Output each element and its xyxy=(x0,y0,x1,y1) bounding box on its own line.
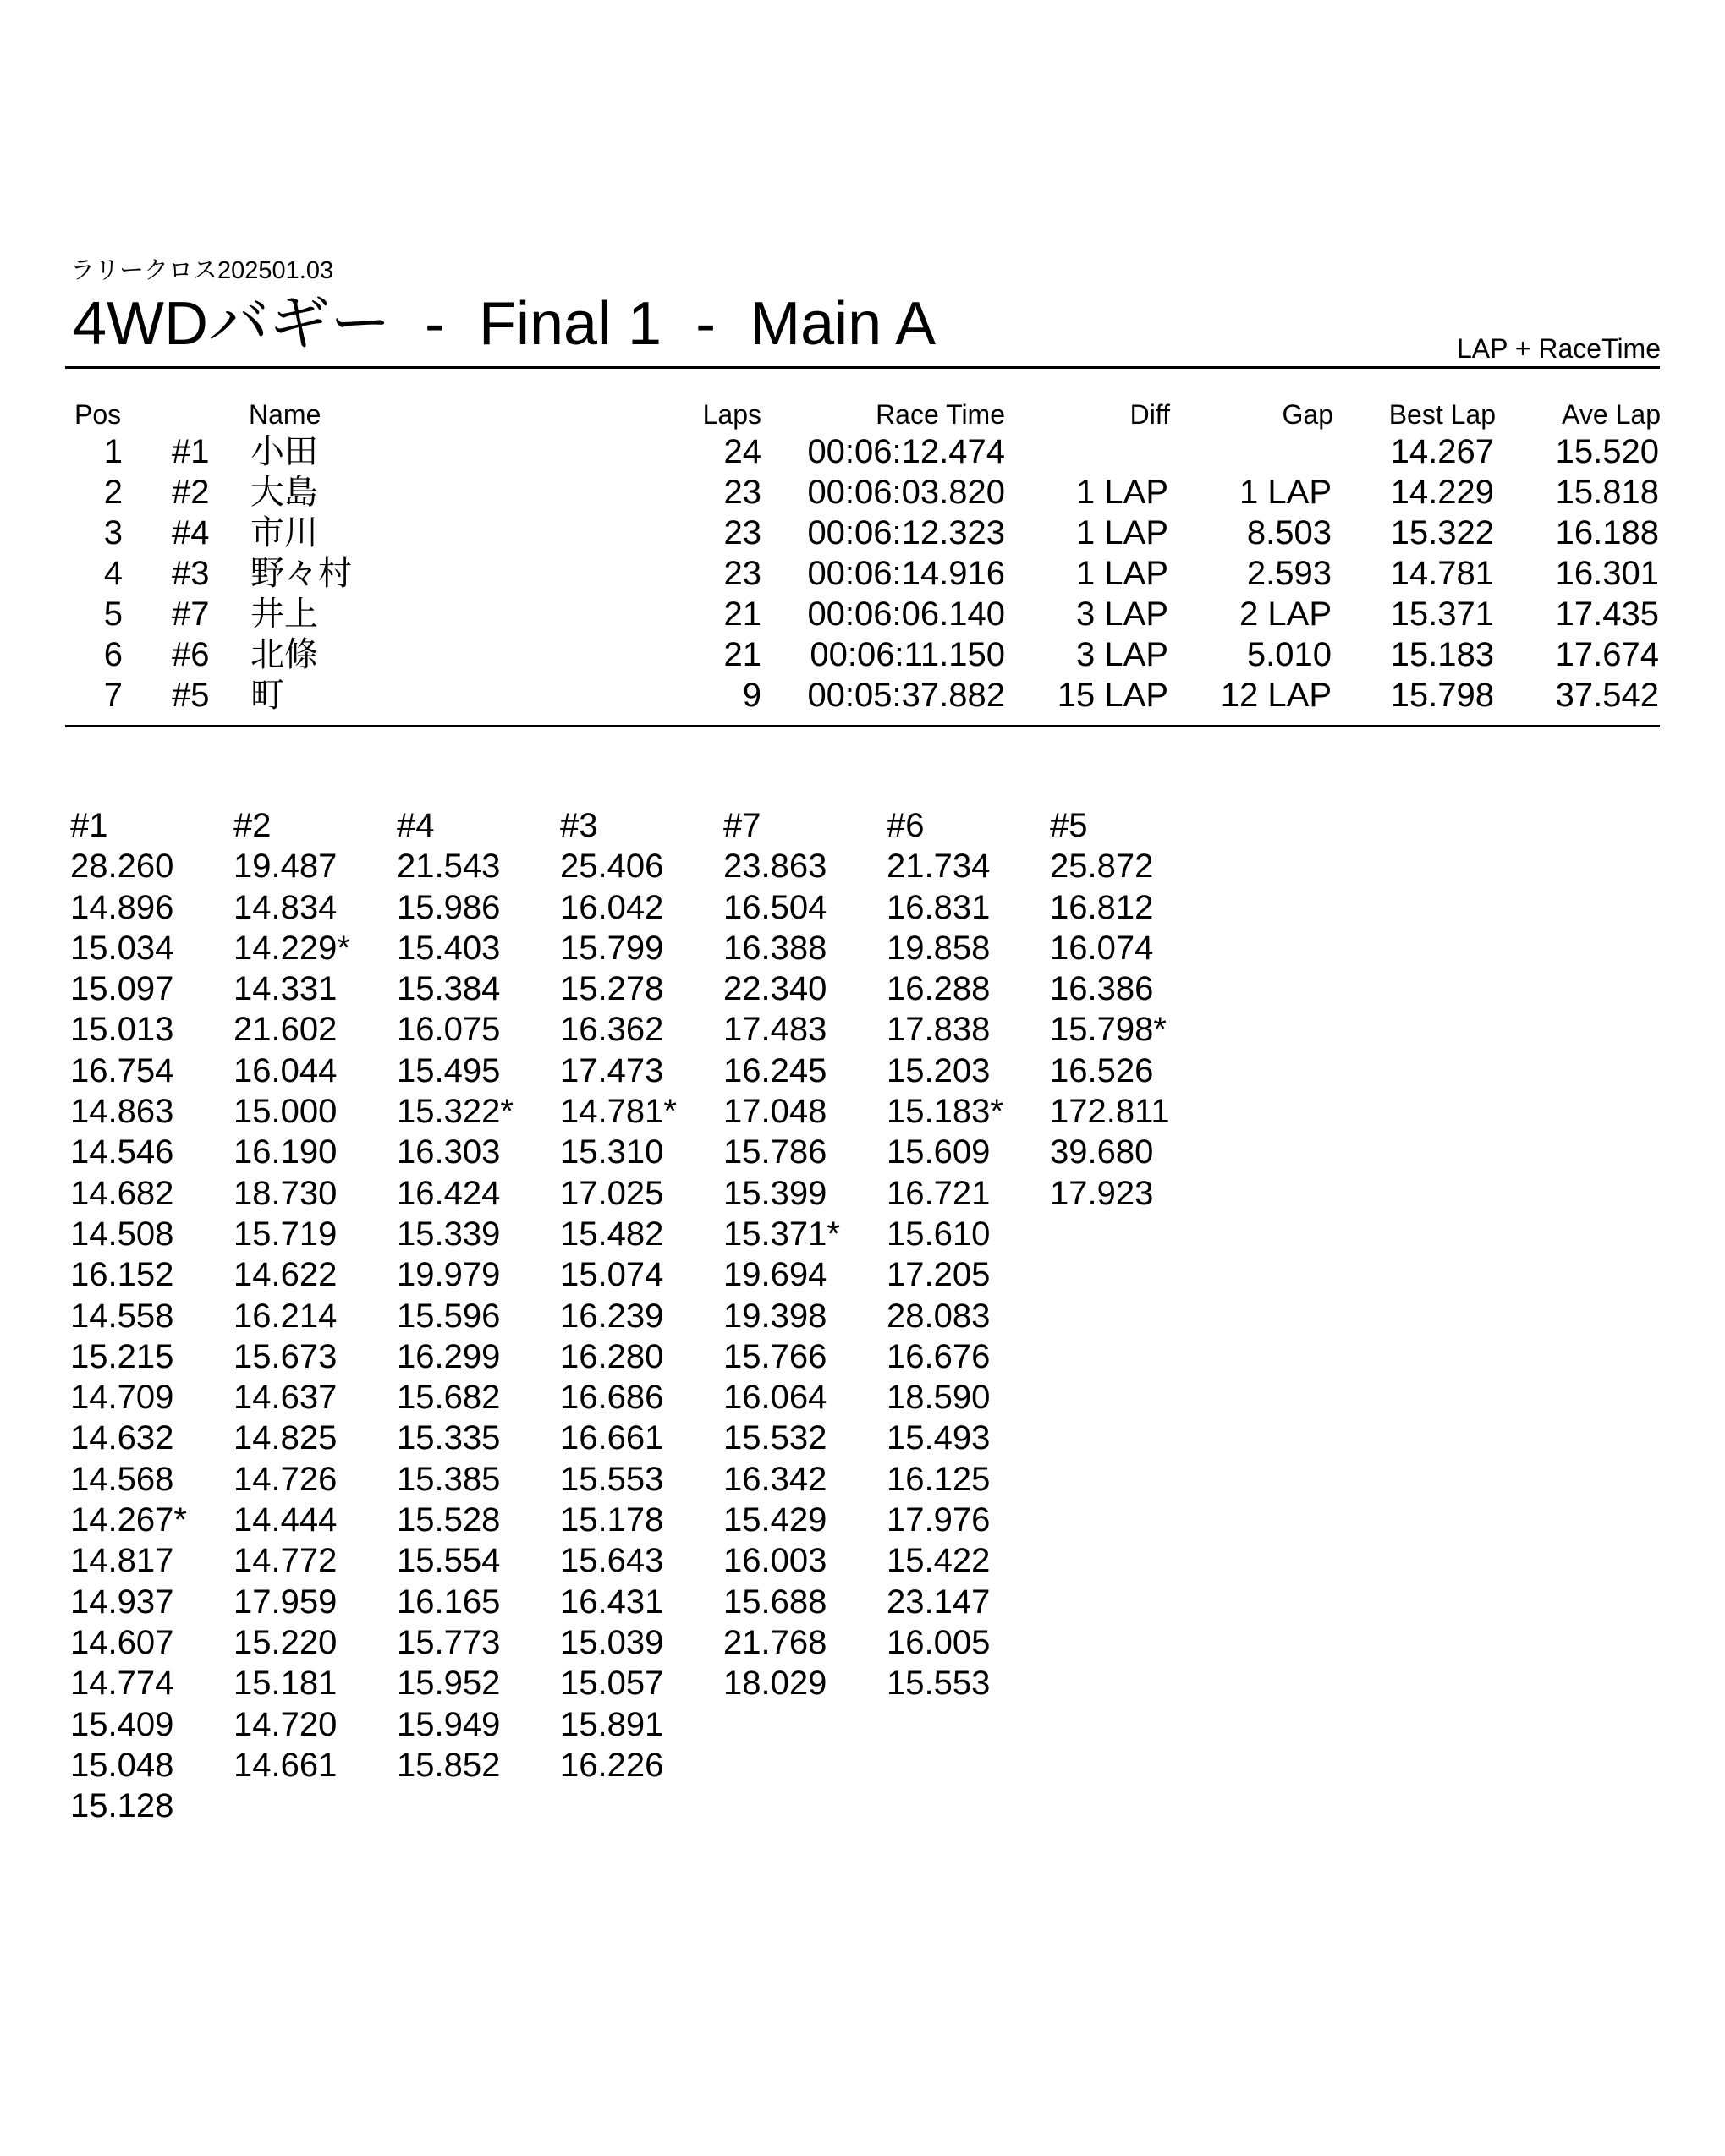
result-diff: 3 LAP xyxy=(1076,636,1168,673)
lap-time: 16.362 xyxy=(560,1011,664,1049)
lap-time: 15.786 xyxy=(723,1133,827,1171)
lap-time: 15.553 xyxy=(887,1665,991,1703)
lap-time: 172.811 xyxy=(1050,1093,1170,1131)
lap-time: 15.673 xyxy=(233,1337,338,1375)
lap-time: 18.029 xyxy=(723,1665,827,1703)
column-header-name: Name xyxy=(249,399,321,430)
lap-time: 16.812 xyxy=(1050,888,1154,926)
result-diff: 1 LAP xyxy=(1076,474,1168,511)
lap-time: 16.342 xyxy=(723,1460,827,1498)
lap-time: 15.532 xyxy=(723,1419,827,1457)
lap-time: 17.048 xyxy=(723,1093,827,1131)
lap-time: 15.203 xyxy=(887,1051,991,1089)
result-driver-name: 野々村 xyxy=(250,555,352,592)
lap-time: 16.299 xyxy=(397,1337,501,1375)
lap-time: 16.431 xyxy=(560,1583,664,1621)
lap-time: 15.097 xyxy=(70,970,174,1008)
lap-time: 21.543 xyxy=(397,848,501,886)
lap-time: 16.075 xyxy=(397,1011,501,1049)
lap-column-car-number: #1 xyxy=(70,807,108,844)
result-driver-name: 小田 xyxy=(250,433,318,470)
column-header-gap: Gap xyxy=(1282,399,1333,430)
result-car-number: #2 xyxy=(172,474,210,511)
result-best-lap: 14.229 xyxy=(1390,474,1494,511)
lap-time: 15.688 xyxy=(723,1583,827,1621)
lap-time: 16.288 xyxy=(887,970,991,1008)
lap-column-car-number: #3 xyxy=(560,807,598,844)
page-title: 4WDバギー - Final 1 - Main A xyxy=(73,290,937,358)
result-best-lap: 15.371 xyxy=(1390,595,1494,633)
lap-time: 15.596 xyxy=(397,1297,501,1335)
result-laps: 21 xyxy=(723,595,761,633)
lap-time: 15.178 xyxy=(560,1501,664,1539)
header-divider xyxy=(65,366,1660,369)
results-table-body xyxy=(0,431,1725,716)
lap-time: 19.487 xyxy=(233,848,338,886)
lap-time: 16.754 xyxy=(70,1051,174,1089)
lap-column xyxy=(723,805,840,1704)
lap-time: 18.730 xyxy=(233,1174,338,1212)
lap-time: 15.039 xyxy=(560,1623,664,1661)
column-header-race-time: Race Time xyxy=(876,399,1005,430)
result-pos: 1 xyxy=(103,433,123,470)
lap-time: 15.643 xyxy=(560,1542,664,1580)
lap-time: 15.384 xyxy=(397,970,501,1008)
result-gap: 2.593 xyxy=(1246,555,1332,592)
lap-time: 17.923 xyxy=(1050,1174,1154,1212)
results-table-header xyxy=(0,394,1725,435)
result-laps: 23 xyxy=(723,555,761,592)
lap-time: 15.719 xyxy=(233,1215,338,1253)
result-gap: 12 LAP xyxy=(1220,677,1332,714)
lap-time: 16.280 xyxy=(560,1337,664,1375)
lap-time: 15.048 xyxy=(70,1746,174,1784)
result-laps: 24 xyxy=(723,433,761,470)
lap-column-car-number: #7 xyxy=(723,807,761,844)
lap-time: 14.772 xyxy=(233,1542,338,1580)
lap-time: 15.409 xyxy=(70,1705,174,1743)
result-diff: 1 LAP xyxy=(1076,555,1168,592)
lap-time: 15.852 xyxy=(397,1746,501,1784)
result-gap: 1 LAP xyxy=(1239,474,1332,511)
result-best-lap: 14.267 xyxy=(1390,433,1494,470)
lap-time: 14.546 xyxy=(70,1133,174,1171)
lap-time: 14.774 xyxy=(70,1665,174,1703)
lap-time: 14.726 xyxy=(233,1460,338,1498)
lap-time: 28.083 xyxy=(887,1297,991,1335)
lap-time: 16.005 xyxy=(887,1623,991,1661)
result-ave-lap: 17.435 xyxy=(1555,595,1659,633)
lap-time: 15.528 xyxy=(397,1501,501,1539)
result-laps: 9 xyxy=(742,677,761,714)
lap-column-car-number: #4 xyxy=(397,807,435,844)
lap-time: 28.260 xyxy=(70,848,174,886)
lap-time: 16.064 xyxy=(723,1379,827,1417)
result-car-number: #1 xyxy=(172,433,210,470)
result-best-lap: 14.781 xyxy=(1390,555,1494,592)
lap-time: 25.872 xyxy=(1050,848,1154,886)
lap-time: 14.682 xyxy=(70,1174,174,1212)
lap-time: 25.406 xyxy=(560,848,664,886)
lap-time: 22.340 xyxy=(723,970,827,1008)
result-pos: 7 xyxy=(103,677,123,714)
lap-time: 17.838 xyxy=(887,1011,991,1049)
lap-column xyxy=(233,805,350,1786)
report-mode-label: LAP + RaceTime xyxy=(1457,333,1661,364)
lap-time: 19.694 xyxy=(723,1256,827,1294)
result-race-time: 00:06:12.323 xyxy=(807,514,1005,551)
lap-time: 15.554 xyxy=(397,1542,501,1580)
column-header-diff: Diff xyxy=(1129,399,1170,430)
lap-time: 14.661 xyxy=(233,1746,338,1784)
lap-time: 15.482 xyxy=(560,1215,664,1253)
lap-time: 17.473 xyxy=(560,1051,664,1089)
lap-time: 15.310 xyxy=(560,1133,664,1171)
lap-time: 15.000 xyxy=(233,1093,338,1131)
lap-time: 14.632 xyxy=(70,1419,174,1457)
lap-time: 15.891 xyxy=(560,1705,664,1743)
lap-time: 15.949 xyxy=(397,1705,501,1743)
lap-time: 19.979 xyxy=(397,1256,501,1294)
lap-time: 16.003 xyxy=(723,1542,827,1580)
lap-column xyxy=(887,805,1003,1704)
table-row xyxy=(0,431,1725,472)
lap-time: 14.825 xyxy=(233,1419,338,1457)
lap-time: 21.602 xyxy=(233,1011,338,1049)
lap-time: 15.399 xyxy=(723,1174,827,1212)
lap-time: 15.610 xyxy=(887,1215,991,1253)
lap-time: 15.013 xyxy=(70,1011,174,1049)
lap-time: 15.609 xyxy=(887,1133,991,1171)
lap-time: 14.863 xyxy=(70,1093,174,1131)
lap-time: 16.190 xyxy=(233,1133,338,1171)
lap-time: 17.976 xyxy=(887,1501,991,1539)
lap-time: 15.034 xyxy=(70,929,174,967)
lap-column xyxy=(1050,805,1170,1214)
result-race-time: 00:06:03.820 xyxy=(807,474,1005,511)
lap-time: 15.682 xyxy=(397,1379,501,1417)
result-gap: 5.010 xyxy=(1246,636,1332,673)
result-car-number: #5 xyxy=(172,677,210,714)
lap-time: 16.042 xyxy=(560,888,664,926)
result-gap: 8.503 xyxy=(1246,514,1332,551)
lap-time: 15.493 xyxy=(887,1419,991,1457)
lap-time: 16.424 xyxy=(397,1174,501,1212)
result-diff: 15 LAP xyxy=(1057,677,1168,714)
lap-time: 14.508 xyxy=(70,1215,174,1253)
lap-time: 15.952 xyxy=(397,1665,501,1703)
result-best-lap: 15.322 xyxy=(1390,514,1494,551)
result-pos: 3 xyxy=(103,514,123,551)
lap-time: 16.152 xyxy=(70,1256,174,1294)
result-car-number: #4 xyxy=(172,514,210,551)
result-pos: 2 xyxy=(103,474,123,511)
lap-time: 39.680 xyxy=(1050,1133,1154,1171)
lap-time: 14.622 xyxy=(233,1256,338,1294)
lap-time: 16.388 xyxy=(723,929,827,967)
lap-column xyxy=(70,805,187,1826)
result-diff: 1 LAP xyxy=(1076,514,1168,551)
lap-time: 14.607 xyxy=(70,1623,174,1661)
lap-time: 16.676 xyxy=(887,1337,991,1375)
table-row xyxy=(0,675,1725,716)
result-race-time: 00:06:06.140 xyxy=(807,595,1005,633)
table-row xyxy=(0,472,1725,513)
lap-time: 14.558 xyxy=(70,1297,174,1335)
result-ave-lap: 15.818 xyxy=(1555,474,1659,511)
result-ave-lap: 17.674 xyxy=(1555,636,1659,673)
result-driver-name: 大島 xyxy=(250,474,318,511)
lap-column-car-number: #5 xyxy=(1050,807,1088,844)
lap-time: 15.986 xyxy=(397,888,501,926)
result-laps: 23 xyxy=(723,514,761,551)
lap-time: 15.057 xyxy=(560,1665,664,1703)
lap-time: 15.429 xyxy=(723,1501,827,1539)
lap-time: 15.773 xyxy=(397,1623,501,1661)
result-ave-lap: 15.520 xyxy=(1555,433,1659,470)
lap-time: 15.553 xyxy=(560,1460,664,1498)
lap-time: 16.526 xyxy=(1050,1051,1154,1089)
lap-time: 14.444 xyxy=(233,1501,338,1539)
lap-time: 21.734 xyxy=(887,848,991,886)
lap-time: 14.267* xyxy=(70,1501,187,1539)
column-header-ave-lap: Ave Lap xyxy=(1562,399,1661,430)
lap-time: 15.798* xyxy=(1050,1011,1167,1049)
result-driver-name: 市川 xyxy=(250,514,318,551)
lap-time: 16.245 xyxy=(723,1051,827,1089)
lap-time: 16.386 xyxy=(1050,970,1154,1008)
lap-time: 14.720 xyxy=(233,1705,338,1743)
lap-time: 14.709 xyxy=(70,1379,174,1417)
lap-time: 14.817 xyxy=(70,1542,174,1580)
lap-time: 18.590 xyxy=(887,1379,991,1417)
lap-time: 16.721 xyxy=(887,1174,991,1212)
lap-time: 16.504 xyxy=(723,888,827,926)
lap-time: 21.768 xyxy=(723,1623,827,1661)
lap-time: 14.834 xyxy=(233,888,338,926)
lap-time: 17.025 xyxy=(560,1174,664,1212)
lap-time: 15.278 xyxy=(560,970,664,1008)
result-laps: 21 xyxy=(723,636,761,673)
lap-time: 15.181 xyxy=(233,1665,338,1703)
lap-time: 15.385 xyxy=(397,1460,501,1498)
result-driver-name: 井上 xyxy=(250,595,318,633)
lap-time: 15.403 xyxy=(397,929,501,967)
table-row xyxy=(0,594,1725,634)
result-ave-lap: 37.542 xyxy=(1555,677,1659,714)
lap-time: 14.229* xyxy=(233,929,350,967)
column-header-laps: Laps xyxy=(702,399,761,430)
lap-time: 16.044 xyxy=(233,1051,338,1089)
lap-time: 14.331 xyxy=(233,970,338,1008)
lap-time: 17.205 xyxy=(887,1256,991,1294)
result-car-number: #7 xyxy=(172,595,210,633)
result-pos: 4 xyxy=(103,555,123,592)
lap-time: 19.858 xyxy=(887,929,991,967)
lap-time: 15.371* xyxy=(723,1215,840,1253)
lap-time: 16.661 xyxy=(560,1419,664,1457)
result-pos: 6 xyxy=(103,636,123,673)
lap-time: 14.637 xyxy=(233,1379,338,1417)
lap-time: 23.147 xyxy=(887,1583,991,1621)
result-best-lap: 15.183 xyxy=(1390,636,1494,673)
lap-time: 19.398 xyxy=(723,1297,827,1335)
result-driver-name: 町 xyxy=(250,677,284,714)
lap-column xyxy=(560,805,677,1786)
lap-time: 15.799 xyxy=(560,929,664,967)
lap-time: 15.215 xyxy=(70,1337,174,1375)
result-race-time: 00:06:11.150 xyxy=(810,636,1005,673)
lap-time: 17.959 xyxy=(233,1583,338,1621)
lap-time: 16.239 xyxy=(560,1297,664,1335)
lap-time: 14.781* xyxy=(560,1093,677,1131)
result-car-number: #3 xyxy=(172,555,210,592)
table-row xyxy=(0,634,1725,675)
lap-time: 14.937 xyxy=(70,1583,174,1621)
result-gap: 2 LAP xyxy=(1239,595,1332,633)
column-header-best-lap: Best Lap xyxy=(1388,399,1496,430)
lap-time: 16.125 xyxy=(887,1460,991,1498)
lap-time: 15.766 xyxy=(723,1337,827,1375)
lap-time: 16.831 xyxy=(887,888,991,926)
lap-time: 15.322* xyxy=(397,1093,514,1131)
result-diff: 3 LAP xyxy=(1076,595,1168,633)
event-subtitle: ラリークロス202501.03 xyxy=(70,257,334,284)
result-driver-name: 北條 xyxy=(250,636,318,673)
column-header-pos: Pos xyxy=(74,399,122,430)
result-race-time: 00:06:12.474 xyxy=(807,433,1005,470)
lap-time: 16.214 xyxy=(233,1297,338,1335)
lap-time: 17.483 xyxy=(723,1011,827,1049)
lap-time: 15.220 xyxy=(233,1623,338,1661)
lap-time: 15.339 xyxy=(397,1215,501,1253)
lap-time: 14.568 xyxy=(70,1460,174,1498)
result-best-lap: 15.798 xyxy=(1390,677,1494,714)
result-pos: 5 xyxy=(103,595,123,633)
lap-time: 15.422 xyxy=(887,1542,991,1580)
results-divider xyxy=(65,725,1660,727)
lap-column xyxy=(397,805,514,1786)
result-race-time: 00:05:37.882 xyxy=(807,677,1005,714)
lap-time: 15.128 xyxy=(70,1787,174,1825)
result-race-time: 00:06:14.916 xyxy=(807,555,1005,592)
result-ave-lap: 16.188 xyxy=(1555,514,1659,551)
lap-time: 15.183* xyxy=(887,1093,1003,1131)
lap-time: 23.863 xyxy=(723,848,827,886)
result-ave-lap: 16.301 xyxy=(1555,555,1659,592)
lap-time: 16.165 xyxy=(397,1583,501,1621)
lap-time: 15.335 xyxy=(397,1419,501,1457)
lap-time: 16.074 xyxy=(1050,929,1154,967)
result-car-number: #6 xyxy=(172,636,210,673)
lap-time: 15.074 xyxy=(560,1256,664,1294)
table-row xyxy=(0,553,1725,594)
lap-time: 16.686 xyxy=(560,1379,664,1417)
lap-time: 15.495 xyxy=(397,1051,501,1089)
lap-column-car-number: #6 xyxy=(887,807,925,844)
lap-time: 14.896 xyxy=(70,888,174,926)
result-laps: 23 xyxy=(723,474,761,511)
lap-column-car-number: #2 xyxy=(233,807,272,844)
table-row xyxy=(0,513,1725,553)
lap-time: 16.303 xyxy=(397,1133,501,1171)
lap-time: 16.226 xyxy=(560,1746,664,1784)
